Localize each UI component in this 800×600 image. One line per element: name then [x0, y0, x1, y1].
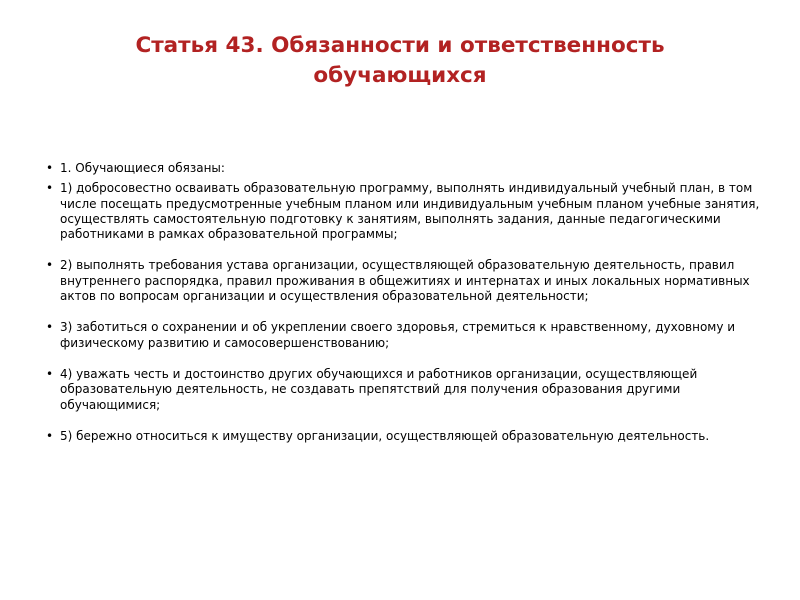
list-item-text: 5) бережно относиться к имуществу организации, осуществляющей образовательную деятельность. — [60, 428, 710, 443]
list-item — [45, 320, 760, 351]
list-item — [45, 161, 760, 176]
bullet-icon: • — [46, 258, 54, 273]
slide-title-line-2: обучающихся — [313, 63, 487, 88]
list-item-text: 1. Обучающиеся обязаны: — [60, 161, 225, 175]
bullet-list — [45, 161, 760, 444]
slide-title-line-1: Статья 43. Обязанности и ответственность — [135, 33, 665, 58]
bullet-icon: • — [46, 320, 54, 335]
list-item — [45, 181, 760, 242]
list-item — [45, 429, 760, 444]
list-item-text: 4) уважать честь и достоинство других обучающихся и работников организации, осуществляющей образовательную деятельность, не создавать препятствий для получения образования другими обучающимися; — [60, 366, 698, 412]
list-item — [45, 367, 760, 413]
bullet-icon: • — [46, 161, 54, 175]
bullet-icon: • — [46, 428, 54, 443]
list-item-text: 3) заботиться о сохранении и об укреплении своего здоровья, стремиться к нравственному, духовному и физическому развитию и самосовершенствованию; — [60, 320, 736, 350]
list-item — [45, 258, 760, 304]
bullet-icon: • — [46, 366, 54, 381]
bullet-icon: • — [46, 181, 54, 196]
list-item-text: 1) добросовестно осваивать образовательную программу, выполнять индивидуальный учебный план, в том числе посещать предусмотренные учебным планом или индивидуальным учебным планом учебные занятия, осуществлять самостоятельную подготовку к занятиям, выполнять задания, данные педагогическими работниками в рамках образовательной программы; — [60, 181, 760, 242]
list-item-text: 2) выполнять требования устава организации, осуществляющей образовательную деятельность, правил внутреннего распорядка, правил проживания в общежитиях и интернатах и иных локальных нормативных актов по вопросам организации и осуществления образовательной деятельности; — [60, 258, 750, 304]
